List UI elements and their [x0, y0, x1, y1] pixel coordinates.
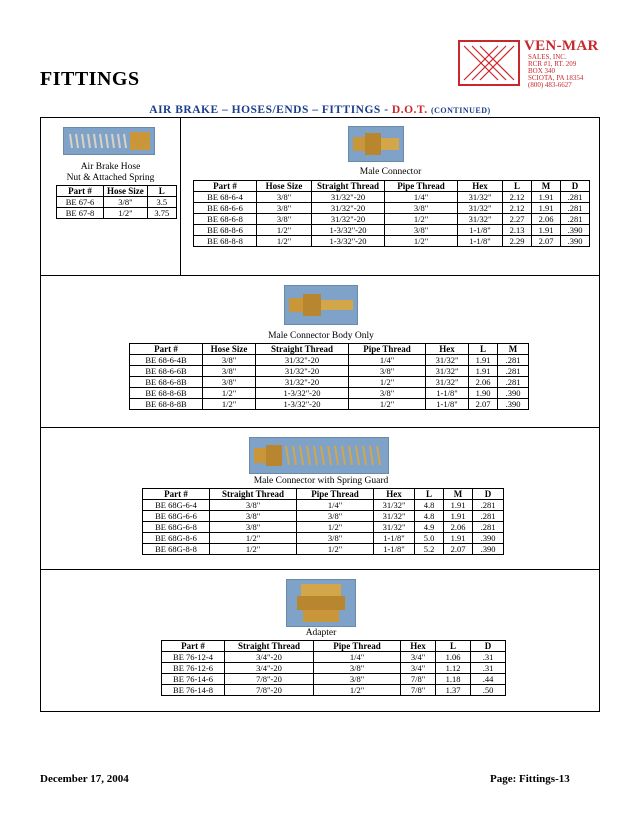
table-cell: 1.18 [436, 674, 471, 685]
table-cell: 31/32" [458, 214, 503, 225]
table-cell: 3/4" [401, 663, 436, 674]
table-cell: .281 [498, 366, 529, 377]
banner-main: AIR BRAKE – HOSES/ENDS – FITTINGS - [149, 104, 392, 116]
table-cell: 4.8 [415, 511, 444, 522]
table-cell: .390 [473, 544, 504, 555]
table-cell: .390 [561, 236, 590, 247]
logo-name: VEN-MAR [524, 38, 599, 54]
table-cell: 3/8" [257, 192, 312, 203]
table-cell: .44 [471, 674, 506, 685]
table-cell: 2.07 [532, 236, 561, 247]
body-only-caption: Male Connector Body Only [268, 331, 374, 341]
table-header-row [143, 489, 504, 500]
table-cell: 31/32" [374, 500, 415, 511]
table-cell: 1-3/32"-20 [256, 388, 349, 399]
table-row [57, 208, 177, 219]
column-header: D [473, 489, 504, 500]
table-cell: BE 76-12-6 [162, 663, 225, 674]
table-cell: 1/2" [314, 685, 401, 696]
table-cell: 1-1/8" [426, 388, 469, 399]
table-header-row [57, 186, 177, 197]
table-row [130, 366, 529, 377]
table-cell: 3/8" [257, 203, 312, 214]
banner-dot: D.O.T. [391, 104, 428, 116]
spring-guard-caption: Male Connector with Spring Guard [253, 476, 389, 486]
table-row [143, 500, 504, 511]
table-row [162, 674, 506, 685]
table-cell: 31/32"-20 [312, 203, 385, 214]
table-cell: .281 [473, 522, 504, 533]
table-cell: BE 68-6-6B [130, 366, 203, 377]
table-row [143, 522, 504, 533]
table-cell: 2.07 [444, 544, 473, 555]
table-cell: 3/4" [401, 652, 436, 663]
column-header: Pipe Thread [385, 181, 458, 192]
table-cell: BE 76-12-4 [162, 652, 225, 663]
table-cell: BE 68G-8-6 [143, 533, 210, 544]
table-cell: 3/8" [297, 511, 374, 522]
table-cell: 1/4" [297, 500, 374, 511]
table-cell: 1.37 [436, 685, 471, 696]
column-header: Hose Size [104, 186, 148, 197]
table-row [162, 652, 506, 663]
column-header: Straight Thread [210, 489, 297, 500]
table-cell: 3/8" [203, 377, 256, 388]
table-cell: 31/32" [458, 192, 503, 203]
logo-line: SCIOTA, PA 18354 [528, 74, 584, 82]
table-cell: 31/32" [426, 355, 469, 366]
column-header: D [561, 181, 590, 192]
divider [41, 427, 599, 428]
table-cell: 3/8" [385, 225, 458, 236]
table-cell: .50 [471, 685, 506, 696]
logo-line: RCR #1, RT. 209 [528, 60, 577, 68]
table-header-row [162, 641, 506, 652]
table-row [194, 214, 590, 225]
hose-table [56, 185, 177, 219]
table-cell: 3/4"-20 [225, 663, 314, 674]
section-banner [0, 104, 640, 116]
column-header: Part # [143, 489, 210, 500]
table-cell: 1.91 [532, 192, 561, 203]
table-cell: 2.27 [503, 214, 532, 225]
table-row [130, 399, 529, 410]
table-cell: .390 [498, 388, 529, 399]
table-row [143, 544, 504, 555]
table-cell: 1/4" [349, 355, 426, 366]
column-header: Hex [426, 344, 469, 355]
adapter-table [161, 640, 506, 696]
column-header: Straight Thread [256, 344, 349, 355]
table-row [194, 203, 590, 214]
table-cell: 3/8" [314, 663, 401, 674]
column-header: Hex [458, 181, 503, 192]
column-header: D [471, 641, 506, 652]
body-only-photo [284, 285, 358, 325]
column-header: Hex [374, 489, 415, 500]
table-cell: .31 [471, 663, 506, 674]
table-cell: .281 [498, 377, 529, 388]
table-cell: .390 [498, 399, 529, 410]
spring-guard-table [142, 488, 504, 555]
table-cell: 1/2" [203, 388, 256, 399]
column-header: L [415, 489, 444, 500]
table-cell: 31/32" [426, 366, 469, 377]
table-cell: 1-3/32"-20 [256, 399, 349, 410]
column-header: Straight Thread [225, 641, 314, 652]
table-cell: 1.91 [444, 533, 473, 544]
table-cell: 3/8" [349, 388, 426, 399]
table-cell: 7/8"-20 [225, 685, 314, 696]
table-cell: 7/8" [401, 685, 436, 696]
table-cell: 1/4" [314, 652, 401, 663]
table-cell: 3.75 [147, 208, 176, 219]
table-cell: 4.9 [415, 522, 444, 533]
table-cell: 3/8" [349, 366, 426, 377]
table-cell: 2.12 [503, 203, 532, 214]
table-cell: 31/32"-20 [312, 192, 385, 203]
column-header: Pipe Thread [314, 641, 401, 652]
table-cell: BE 68-6-6 [194, 203, 257, 214]
table-cell: BE 68-8-6B [130, 388, 203, 399]
table-cell: BE 67-6 [57, 197, 104, 208]
table-cell: 1/2" [210, 533, 297, 544]
table-cell: .390 [473, 533, 504, 544]
table-cell: BE 67-8 [57, 208, 104, 219]
table-cell: 1.90 [469, 388, 498, 399]
table-cell: 2.12 [503, 192, 532, 203]
page-title: FITTINGS [40, 68, 140, 90]
table-cell: 2.06 [469, 377, 498, 388]
column-header: M [532, 181, 561, 192]
table-cell: 1.12 [436, 663, 471, 674]
table-cell: .31 [471, 652, 506, 663]
table-cell: 1.91 [532, 203, 561, 214]
table-cell: 7/8"-20 [225, 674, 314, 685]
adapter-caption: Adapter [305, 628, 337, 638]
table-cell: 1/2" [257, 236, 312, 247]
column-header: Pipe Thread [297, 489, 374, 500]
hose-caption-2: Nut & Attached Spring [66, 173, 155, 183]
logo-line: SALES, INC. [528, 53, 567, 61]
table-row [143, 511, 504, 522]
footer-page-number: Page: Fittings-13 [490, 773, 570, 785]
column-header: L [469, 344, 498, 355]
table-cell: 31/32" [374, 511, 415, 522]
table-cell: 3.5 [147, 197, 176, 208]
table-row [194, 192, 590, 203]
banner-continued: (CONTINUED) [430, 106, 491, 115]
table-cell: 3/8" [385, 203, 458, 214]
table-cell: BE 68-8-8 [194, 236, 257, 247]
table-cell: 1/2" [297, 522, 374, 533]
table-cell: 1-3/32"-20 [312, 236, 385, 247]
table-row [143, 533, 504, 544]
table-cell: BE 68-6-8B [130, 377, 203, 388]
column-header: M [498, 344, 529, 355]
table-cell: .390 [561, 225, 590, 236]
table-cell: 1.91 [444, 500, 473, 511]
table-cell: 1.91 [532, 225, 561, 236]
table-cell: 1.91 [469, 355, 498, 366]
table-cell: 1/2" [385, 214, 458, 225]
column-header: M [444, 489, 473, 500]
table-cell: 31/32" [374, 522, 415, 533]
table-cell: 3/8" [210, 522, 297, 533]
table-row [130, 377, 529, 388]
table-cell: 1/2" [349, 377, 426, 388]
male-connector-photo [348, 126, 404, 162]
table-cell: 1-1/8" [458, 225, 503, 236]
table-cell: BE 68-6-4 [194, 192, 257, 203]
table-cell: BE 68-6-4B [130, 355, 203, 366]
logo-line: BOX 340 [528, 67, 556, 75]
table-cell: 3/8" [210, 500, 297, 511]
table-cell: 1.91 [444, 511, 473, 522]
table-cell: 2.13 [503, 225, 532, 236]
divider [180, 118, 181, 275]
table-cell: 3/8" [297, 533, 374, 544]
table-cell: 2.07 [469, 399, 498, 410]
table-header-row [194, 181, 590, 192]
column-header: Straight Thread [312, 181, 385, 192]
table-cell: 1-3/32"-20 [312, 225, 385, 236]
table-cell: 31/32"-20 [256, 355, 349, 366]
table-cell: 1.06 [436, 652, 471, 663]
logo-line: (800) 483-6627 [528, 81, 572, 89]
table-row [162, 663, 506, 674]
column-header: Part # [57, 186, 104, 197]
table-cell: .281 [473, 511, 504, 522]
table-cell: BE 68G-6-6 [143, 511, 210, 522]
table-cell: .281 [561, 203, 590, 214]
table-cell: BE 68-8-6 [194, 225, 257, 236]
column-header: Pipe Thread [349, 344, 426, 355]
divider [41, 275, 599, 276]
company-logo [458, 40, 608, 88]
spring-guard-photo [249, 437, 389, 474]
column-header: Hose Size [203, 344, 256, 355]
table-row [194, 236, 590, 247]
table-cell: BE 68-6-8 [194, 214, 257, 225]
table-cell: 3/8" [257, 214, 312, 225]
table-row [194, 225, 590, 236]
table-cell: 1/2" [297, 544, 374, 555]
adapter-photo [286, 579, 356, 627]
table-row [130, 388, 529, 399]
table-cell: 3/8" [314, 674, 401, 685]
table-row [130, 355, 529, 366]
table-cell: 2.29 [503, 236, 532, 247]
table-cell: 31/32"-20 [312, 214, 385, 225]
body-only-table [129, 343, 529, 410]
table-cell: .281 [561, 192, 590, 203]
column-header: L [436, 641, 471, 652]
table-cell: 5.2 [415, 544, 444, 555]
table-cell: 1-1/8" [374, 544, 415, 555]
table-cell: 1.91 [469, 366, 498, 377]
table-cell: BE 68G-8-8 [143, 544, 210, 555]
catalog-frame [40, 117, 600, 712]
table-cell: 2.06 [444, 522, 473, 533]
table-row [162, 685, 506, 696]
table-cell: 1-1/8" [426, 399, 469, 410]
divider [41, 569, 599, 570]
column-header: L [147, 186, 176, 197]
table-cell: 1/2" [257, 225, 312, 236]
table-cell: BE 76-14-6 [162, 674, 225, 685]
table-cell: 1/2" [203, 399, 256, 410]
table-cell: BE 68G-6-8 [143, 522, 210, 533]
table-cell: 31/32"-20 [256, 366, 349, 377]
column-header: Part # [194, 181, 257, 192]
table-cell: .281 [473, 500, 504, 511]
table-cell: BE 76-14-8 [162, 685, 225, 696]
table-cell: 1/2" [385, 236, 458, 247]
table-cell: BE 68-8-8B [130, 399, 203, 410]
table-cell: 2.06 [532, 214, 561, 225]
column-header: L [503, 181, 532, 192]
column-header: Part # [162, 641, 225, 652]
table-cell: 1/2" [210, 544, 297, 555]
table-cell: 1-1/8" [458, 236, 503, 247]
table-cell: 3/8" [203, 366, 256, 377]
column-header: Hex [401, 641, 436, 652]
table-cell: .281 [498, 355, 529, 366]
table-cell: 4.8 [415, 500, 444, 511]
hose-photo [63, 127, 155, 155]
table-cell: 3/4"-20 [225, 652, 314, 663]
table-cell: 1/2" [349, 399, 426, 410]
male-connector-caption: Male Connector [359, 167, 422, 177]
logo-mark [458, 40, 520, 86]
column-header: Hose Size [257, 181, 312, 192]
table-cell: 7/8" [401, 674, 436, 685]
hose-caption-1: Air Brake Hose [80, 162, 141, 172]
table-cell: BE 68G-6-4 [143, 500, 210, 511]
table-cell: 31/32"-20 [256, 377, 349, 388]
table-cell: 3/8" [104, 197, 148, 208]
table-cell: 3/8" [210, 511, 297, 522]
column-header: Part # [130, 344, 203, 355]
table-cell: 31/32" [426, 377, 469, 388]
table-cell: 1/4" [385, 192, 458, 203]
table-cell: 1/2" [104, 208, 148, 219]
table-cell: 5.0 [415, 533, 444, 544]
footer-date: December 17, 2004 [40, 773, 129, 785]
table-cell: .281 [561, 214, 590, 225]
table-cell: 3/8" [203, 355, 256, 366]
table-cell: 1-1/8" [374, 533, 415, 544]
table-row [57, 197, 177, 208]
table-cell: 31/32" [458, 203, 503, 214]
male-connector-table [193, 180, 590, 247]
table-header-row [130, 344, 529, 355]
